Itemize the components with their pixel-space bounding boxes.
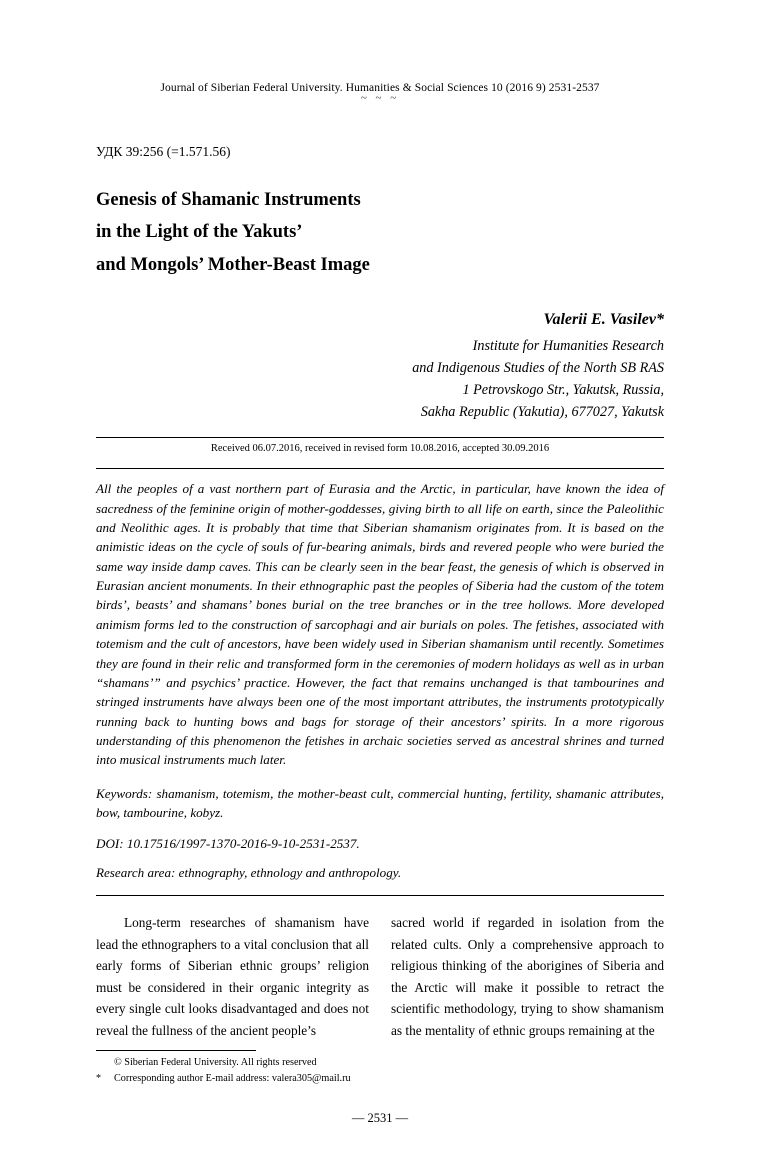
title-line-3: and Mongols’ Mother-Beast Image bbox=[96, 254, 370, 275]
page-title bbox=[96, 184, 664, 281]
body-column-left bbox=[96, 912, 369, 1041]
affiliation-line-4: Sakha Republic (Yakutia), 677027, Yakutsk bbox=[420, 404, 664, 421]
body-columns bbox=[96, 912, 664, 1041]
footnote-mark-asterisk: * bbox=[96, 1072, 102, 1084]
ornament-divider: ~ ~ ~ bbox=[360, 92, 400, 104]
footnote-copyright: © Siberian Federal University. All rights reserved bbox=[114, 1057, 317, 1069]
footnote-corresponding-row bbox=[96, 1071, 377, 1086]
footnote-copyright-row bbox=[96, 1055, 377, 1070]
footnote-mark-copyright bbox=[96, 1055, 106, 1070]
page-number: — 2531 — bbox=[351, 1111, 409, 1125]
title-line-2: in the Light of the Yakuts’ bbox=[96, 222, 303, 243]
article-page bbox=[0, 82, 760, 1162]
affiliation-line-1: Institute for Humanities Research bbox=[472, 338, 664, 355]
body-divider bbox=[96, 895, 664, 896]
header-divider bbox=[96, 437, 664, 438]
udc-code: УДК 39:256 (=1.571.56) bbox=[96, 144, 231, 159]
body-column-right bbox=[391, 912, 664, 1041]
author-block bbox=[96, 311, 664, 423]
title-line-1: Genesis of Shamanic Instruments bbox=[96, 190, 361, 210]
footnote-divider bbox=[96, 1050, 256, 1051]
journal-running-head: Journal of Siberian Federal University. Humanities & Social Sciences 10 (2016 9) 2531-2537 bbox=[160, 82, 600, 94]
abstract-text: All the peoples of a vast northern part of Eurasia and the Arctic, in particular, have known the idea of sacredness of the feminine origin of mother-goddesses, giving birth to all life on earth, since the Paleolithic and Neolithic ages. It is probably that time that Siberian shamanism originates from. It is based on the animistic ideas on the cycle of souls of fur-bearing animals, birds and revered people who were buried the same way inside damp caves. This can be clearly seen in the bear feast, the genesis of which is observed in Eurasian ancient monuments. In their ethnographic past the peoples of Siberia had the custom of the totem birds’, beasts’ and shamans’ bones burial on the tree branches or in the tree hollows. More developed animism forms led to the construction of sarcophagi and air burials on poles. The fetishes, associated with totemism and the cult of ancestors, have been widely used in Siberian shamanism until recently. Sometimes they are found in their relic and transformed form in the ceremonies of modern holidays as well as in urban “shamans’” and psychics’ practice. However, the fact that remains unchanged is that tambourines and stringed instruments have always been one of the most important attributes, the instruments prototypically running back to hunting bows and bags for storage of their ancestors’ spirits. In a more rigorous understanding of this phenomenon the fetishes in archaic societies served as ancestral shrines and turned into musical instruments much later. bbox=[96, 481, 664, 768]
affiliation-line-3: 1 Petrovskogo Str., Yakutsk, Russia, bbox=[462, 382, 664, 399]
footnote-corresponding: Corresponding author E-mail address: valera305@mail.ru bbox=[114, 1072, 351, 1084]
author-name: Valerii E. Vasilev* bbox=[543, 311, 664, 329]
research-area-text: Research area: ethnography, ethnology and anthropology. bbox=[96, 865, 402, 881]
footnotes bbox=[96, 1050, 377, 1086]
abstract-divider bbox=[96, 468, 664, 469]
doi-text: DOI: 10.17516/1997-1370-2016-9-10-2531-2537. bbox=[96, 836, 360, 852]
body-paragraph-right: sacred world if regarded in isolation from the related cults. Only a comprehensive approach to religious thinking of the aborigines of Siberia and the Arctic will make it possible to retract the scientific methodology, trying to show shamanism as the mentality of ethnic groups remaining at the bbox=[391, 915, 664, 1038]
body-paragraph-left: Long-term researches of shamanism have lead the ethnographers to a vital conclusion that all early forms of Siberian ethnic groups’ religion must be considered in their organic integrity as every single cult looks disadvantaged and does not reveal the fullness of the ancient people’s bbox=[96, 915, 369, 1038]
affiliation-line-2: and Indigenous Studies of the North SB RAS bbox=[412, 360, 664, 377]
received-dates: Received 06.07.2016, received in revised form 10.08.2016, accepted 30.09.2016 bbox=[210, 443, 550, 455]
keywords-text: Keywords: shamanism, totemism, the mother-beast cult, commercial hunting, fertility, shamanic attributes, bow, tambourine, kobyz. bbox=[96, 785, 664, 821]
